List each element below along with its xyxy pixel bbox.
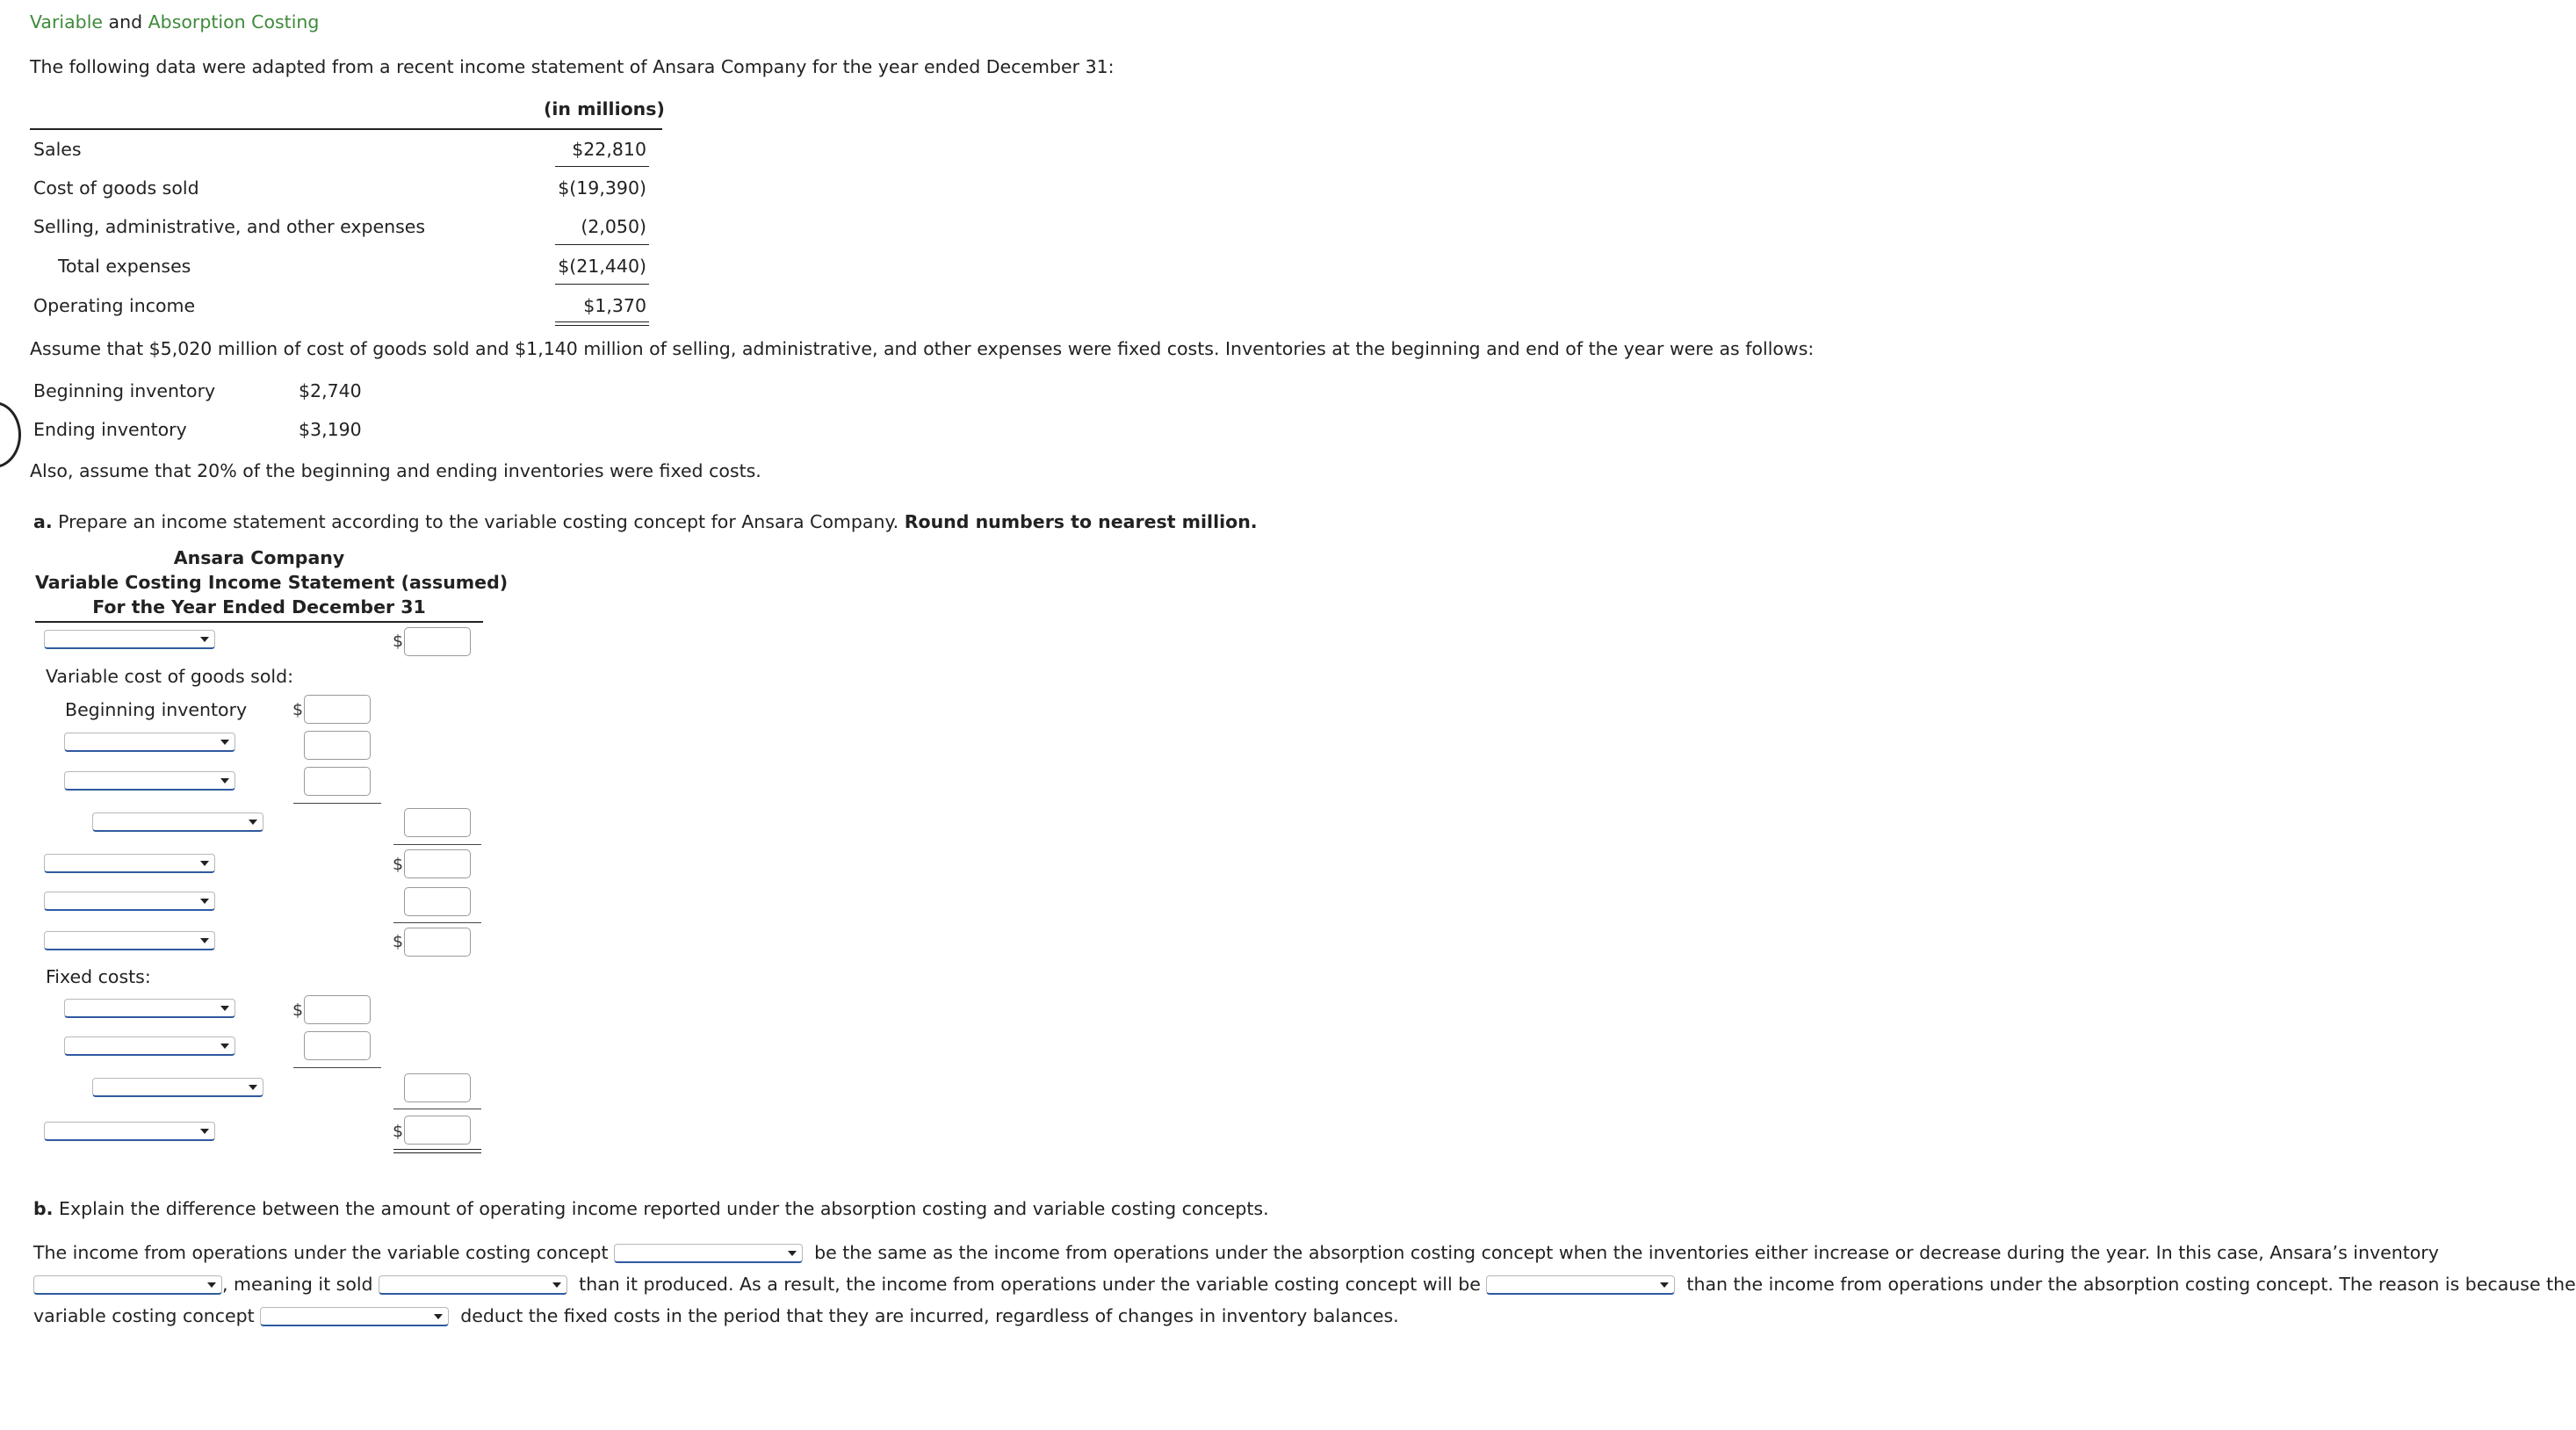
statement-line-1-amount[interactable]: [404, 627, 471, 656]
dollar-sign: $: [393, 1122, 404, 1141]
operating-income-amount[interactable]: [404, 1116, 471, 1145]
row-value-operating-income: $1,370: [583, 295, 646, 316]
variable-cogs-label: Variable cost of goods sold:: [46, 666, 293, 687]
part-b-text-4: than it produced. As a result, the income from operations under the variable costing concept will be: [579, 1274, 1481, 1295]
cogs-line-3-amount[interactable]: [304, 767, 371, 796]
table-column-header: (in millions): [544, 98, 665, 119]
title-variable-link[interactable]: Variable: [30, 11, 104, 32]
ending-inventory-value: $3,190: [299, 419, 362, 440]
row-value-sales: $22,810: [572, 139, 646, 160]
cogs-line-2-amount[interactable]: [304, 731, 371, 760]
page-title: [30, 11, 319, 32]
variable-costing-will-select[interactable]: [614, 1244, 803, 1263]
fixed-costs-label: Fixed costs:: [46, 966, 151, 987]
cogs-subtotal-select[interactable]: [92, 812, 263, 832]
part-b-instruction: [33, 1198, 1269, 1219]
part-b-text: Explain the difference between the amount of operating income reported under the absorption costing and variable costing concepts.: [59, 1198, 1269, 1219]
part-b-text-6: variable costing concept: [33, 1305, 255, 1326]
part-a-bold: Round numbers to nearest million.: [904, 511, 1258, 532]
fixed-cost-2-select[interactable]: [64, 1036, 235, 1056]
ending-inventory-label: Ending inventory: [33, 419, 187, 440]
fixed-costs-total-amount[interactable]: [404, 1073, 471, 1102]
income-comparison-select[interactable]: [1486, 1275, 1675, 1295]
row-label-cogs: Cost of goods sold: [33, 177, 199, 199]
tline: [293, 803, 381, 804]
part-b-text-2: be the same as the income from operations under the absorption costing concept when the inventories either increase or decrease during the year. In this case, Ansara’s inventory: [814, 1242, 2439, 1263]
fixed-cost-1-amount[interactable]: [304, 995, 371, 1024]
part-b-line-3: [33, 1300, 2466, 1332]
statement-title: Variable Costing Income Statement (assumed): [35, 572, 509, 593]
deduct-fixed-costs-select[interactable]: [260, 1307, 449, 1326]
statement-line-7-select[interactable]: [44, 931, 215, 950]
dollar-sign: $: [292, 700, 304, 719]
row-label-selling: Selling, administrative, and other expenses: [33, 216, 426, 237]
sold-amount-select[interactable]: [379, 1275, 567, 1295]
statement-line-6-select[interactable]: [44, 892, 215, 911]
part-b-line-2: [33, 1268, 2576, 1300]
part-b-text-3: , meaning it sold: [222, 1274, 373, 1295]
beginning-inventory-label: Beginning inventory: [33, 380, 216, 401]
dollar-sign: $: [393, 932, 404, 951]
rule: [555, 244, 649, 245]
statement-line-1-select[interactable]: [44, 630, 215, 649]
tline: [393, 844, 481, 845]
statement-line-5-select[interactable]: [44, 854, 215, 873]
also-text: Also, assume that 20% of the beginning and ending inventories were fixed costs.: [30, 460, 761, 481]
dline: [555, 321, 649, 326]
beginning-inventory-value: $2,740: [299, 380, 362, 401]
row-value-selling: (2,050): [581, 216, 646, 237]
cogs-line-2-select[interactable]: [64, 733, 235, 752]
part-b-text-5: than the income from operations under the absorption costing concept. The reason is because the: [1686, 1274, 2576, 1295]
statement-line-5-amount[interactable]: [404, 849, 471, 878]
part-b-letter: b.: [33, 1198, 54, 1219]
beginning-inventory-amount[interactable]: [304, 695, 371, 724]
rule: [555, 284, 649, 285]
title-and: and: [108, 11, 143, 32]
assume-text: Assume that $5,020 million of cost of goods sold and $1,140 million of selling, administrative, and other expenses were fixed costs. Inventories at the beginning and end of the year were as follows:: [30, 338, 1815, 359]
fixed-costs-total-select[interactable]: [92, 1078, 263, 1097]
cursor-circle: [0, 401, 21, 468]
row-label-sales: Sales: [33, 139, 82, 160]
fixed-cost-1-select[interactable]: [64, 999, 235, 1018]
dollar-sign: $: [292, 1000, 304, 1020]
part-b-text-1: The income from operations under the variable costing concept: [33, 1242, 609, 1263]
title-absorption-link[interactable]: Absorption Costing: [148, 11, 320, 32]
line: [35, 621, 483, 623]
dollar-sign: $: [393, 632, 404, 651]
row-label-operating-income: Operating income: [33, 295, 196, 316]
statement-period: For the Year Ended December 31: [92, 596, 426, 618]
statement-line-6-amount[interactable]: [404, 887, 471, 916]
fixed-cost-2-amount[interactable]: [304, 1031, 371, 1060]
rule: [555, 166, 649, 167]
operating-income-select[interactable]: [44, 1122, 215, 1141]
statement-company: Ansara Company: [173, 547, 345, 568]
row-label-total-expenses: Total expenses: [58, 256, 191, 277]
tline: [393, 922, 481, 923]
part-a-letter: a.: [33, 511, 53, 532]
part-b-text-7: deduct the fixed costs in the period that they are incurred, regardless of changes in inventory balances.: [460, 1305, 1399, 1326]
part-a-instruction: [33, 511, 1258, 532]
part-a-text: Prepare an income statement according to the variable costing concept for Ansara Company.: [58, 511, 899, 532]
dollar-sign: $: [393, 855, 404, 874]
tline: [293, 1067, 381, 1068]
part-b-line-1: [33, 1237, 2466, 1268]
cogs-subtotal-amount[interactable]: [404, 808, 471, 837]
row-value-total-expenses: $(21,440): [558, 256, 646, 277]
row-value-cogs: $(19,390): [558, 177, 646, 199]
inventory-change-select[interactable]: [33, 1275, 222, 1295]
table-header-rule: [30, 128, 662, 130]
intro-text: The following data were adapted from a recent income statement of Ansara Company for the year ended December 31:: [30, 56, 1115, 77]
dline: [393, 1149, 481, 1153]
beginning-inventory-row-label: Beginning inventory: [65, 699, 248, 720]
cogs-line-3-select[interactable]: [64, 771, 235, 791]
statement-line-7-amount[interactable]: [404, 928, 471, 957]
